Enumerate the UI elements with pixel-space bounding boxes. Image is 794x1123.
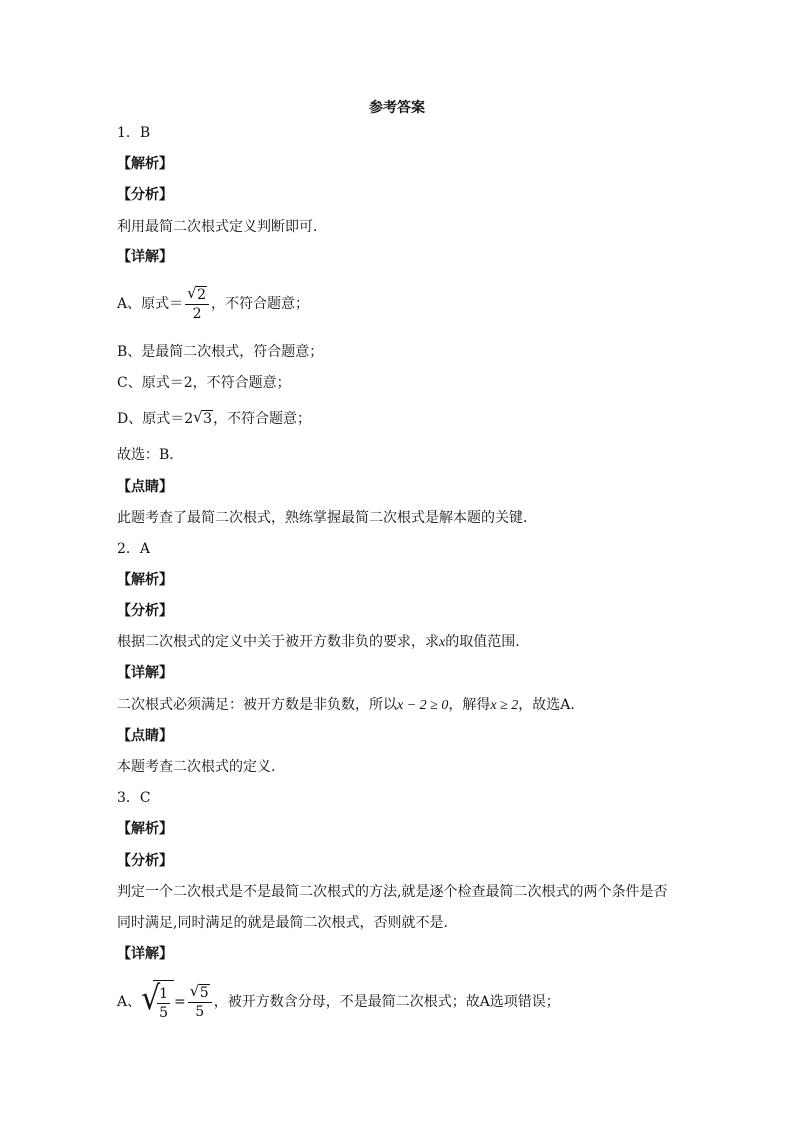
q1-a-denominator: 2 bbox=[192, 305, 202, 322]
q1-jiexi-heading: 【解析】 bbox=[117, 156, 173, 172]
q3-fenxi-heading: 【分析】 bbox=[117, 853, 173, 869]
q2-analysis-pre: 根据二次根式的定义中关于被开方数非负的要求，求 bbox=[117, 634, 439, 650]
q3-a-suffix: ，被开方数含分母，不是最简二次根式；故A选项错误； bbox=[213, 994, 560, 1010]
q3-a-radical: √ $\frac{1}{5}$ bbox=[141, 980, 174, 1024]
q2-analysis-post: 的取值范围. bbox=[445, 634, 520, 650]
q3-answer: 3．C bbox=[117, 790, 151, 806]
q2-detail-pre: 二次根式必须满足：被开方数是非负数，所以 bbox=[117, 697, 397, 713]
q2-dianjing-heading: 【点睛】 bbox=[117, 728, 173, 744]
q1-d-radicand: 3 bbox=[203, 411, 213, 427]
q2-detail-mid: ，解得 bbox=[448, 697, 491, 713]
q3-analysis-line-2: 同时满足,同时满足的就是最简二次根式，否则就不是． bbox=[117, 915, 458, 931]
q1-d-prefix: D、原式＝2 bbox=[117, 411, 194, 427]
q2-detail bbox=[117, 696, 584, 715]
q2-detail-post: ，故选A． bbox=[518, 697, 585, 713]
q1-option-b: B、是最简二次根式，符合题意； bbox=[117, 344, 324, 360]
q1-xiangjie-heading: 【详解】 bbox=[117, 249, 173, 265]
q1-a-suffix: ，不符合题意； bbox=[211, 296, 310, 312]
q2-answer: 2．A bbox=[117, 541, 151, 557]
q1-option-d: D、原式＝2 √ 3，不符合题意； bbox=[117, 408, 312, 427]
page-title: 参考答案 bbox=[369, 100, 425, 116]
q1-fenxi-heading: 【分析】 bbox=[117, 187, 173, 203]
q2-analysis-var: x bbox=[439, 635, 446, 650]
q3-a-inner-denominator: 5 bbox=[159, 1004, 169, 1021]
q2-xiangjie-heading: 【详解】 bbox=[117, 665, 173, 681]
q3-a-result-denominator: 5 bbox=[195, 1003, 205, 1020]
q1-dianjing-heading: 【点睛】 bbox=[117, 479, 173, 495]
q3-a-prefix: A、 bbox=[117, 994, 142, 1010]
q2-inequality-1: x − 2 ≥ 0 bbox=[397, 698, 449, 713]
q2-analysis bbox=[117, 633, 520, 652]
q2-comment: 本题考查二次根式的定义. bbox=[117, 759, 276, 775]
q1-analysis: 利用最简二次根式定义判断即可． bbox=[117, 219, 327, 235]
q3-option-a bbox=[117, 980, 560, 1024]
q1-a-numerator: 2 bbox=[197, 286, 207, 303]
q1-comment: 此题考查了最简二次根式，熟练掌握最简二次根式是解本题的关键． bbox=[117, 510, 537, 526]
q3-a-inner-numerator: 1 bbox=[159, 985, 169, 1002]
q1-option-a bbox=[117, 284, 309, 324]
q3-xiangjie-heading: 【详解】 bbox=[117, 946, 173, 962]
q1-d-suffix: ，不符合题意； bbox=[213, 411, 312, 427]
q2-fenxi-heading: 【分析】 bbox=[117, 603, 173, 619]
q2-jiexi-heading: 【解析】 bbox=[117, 572, 173, 588]
q2-inequality-2: x ≥ 2 bbox=[490, 698, 519, 713]
q3-a-result-fraction: √ 5 5 bbox=[188, 984, 212, 1021]
q3-a-result-numerator: 5 bbox=[199, 984, 209, 1001]
q3-analysis-line-1: 判定一个二次根式是不是最简二次根式的方法,就是逐个检查最简二次根式的两个条件是否 bbox=[117, 884, 668, 900]
q1-choice: 故选：B． bbox=[117, 447, 184, 463]
q1-a-prefix: A、原式＝ bbox=[117, 296, 184, 312]
q1-answer: 1．B bbox=[117, 125, 151, 141]
q3-jiexi-heading: 【解析】 bbox=[117, 821, 173, 837]
q1-a-fraction: √ 2 2 bbox=[185, 286, 209, 323]
q3-a-equals: = bbox=[174, 994, 186, 1010]
q1-option-c: C、原式＝2，不符合题意； bbox=[117, 375, 291, 391]
